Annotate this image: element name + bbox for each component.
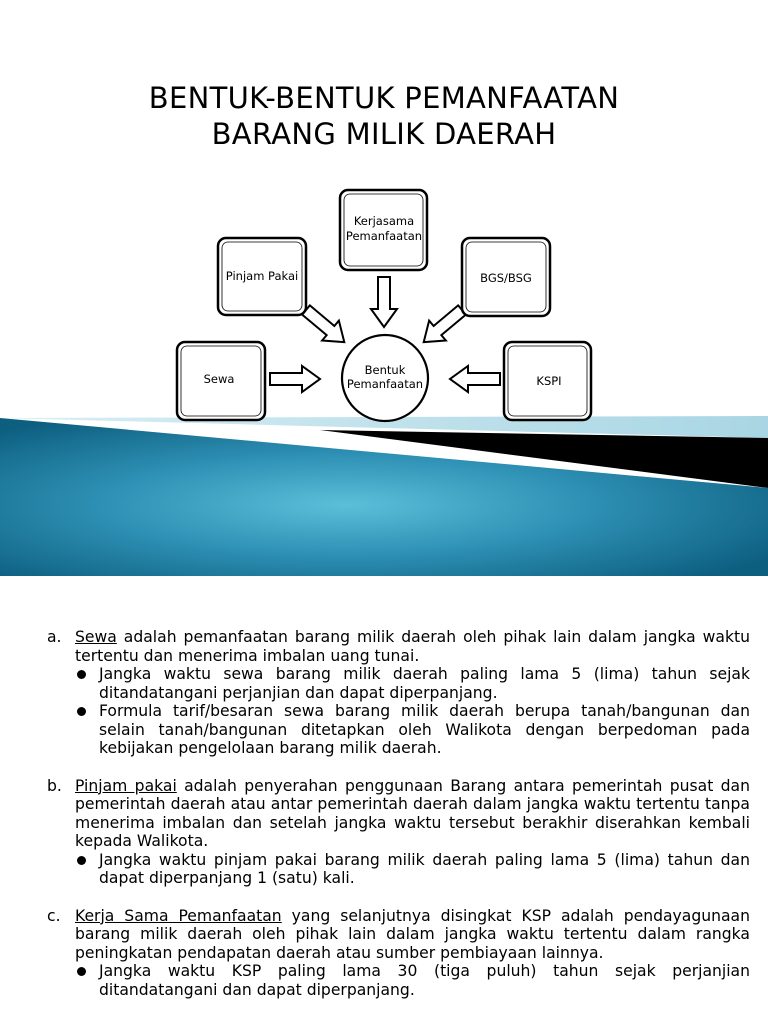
item-kerja-sama-pemanfaatan [40, 907, 750, 1000]
node-kspi [504, 342, 591, 420]
item-pinjam-pakai [40, 777, 750, 888]
item-term: Kerja Sama Pemanfaatan [75, 906, 282, 925]
item-term: Pinjam pakai [75, 776, 177, 795]
title-line-2: BARANG MILIK DAERAH [211, 117, 557, 151]
item-text: adalah pemanfaatan barang milik daerah oleh pihak lain dalam jangka waktu tertentu dan menerima imbalan uang tunai. [75, 628, 750, 665]
center-node [342, 335, 428, 421]
bullet-item: Jangka waktu sewa barang milik daerah paling lama 5 (lima) tahun sejak ditandatangani perjanjian dan dapat diperpanjang. [75, 665, 750, 702]
pemanfaatan-diagram [0, 180, 768, 425]
content-list [40, 628, 750, 1018]
kspi-label: KSPI [536, 374, 562, 388]
kerjasama-label-2: Pemanfaatan [345, 229, 423, 243]
bullet-list [75, 851, 750, 888]
item-sewa [40, 628, 750, 758]
item-label: a. [47, 628, 62, 646]
item-paragraph [75, 907, 750, 963]
arrow-from-kerjasama [371, 277, 397, 327]
slide-title [0, 80, 768, 152]
bullet-icon [77, 670, 86, 679]
bullet-icon [77, 856, 86, 865]
item-term: Sewa [75, 628, 117, 646]
arrow-from-sewa [270, 366, 320, 392]
bullet-item: Jangka waktu pinjam pakai barang milik daerah paling lama 5 (lima) tahun dan dapat diperpanjang 1 (satu) kali. [75, 851, 750, 888]
item-paragraph [75, 777, 750, 851]
bullet-item: Jangka waktu KSP paling lama 30 (tiga puluh) tahun sejak perjanjian ditandatangani dan dapat diperpanjang. [75, 962, 750, 999]
pinjam-pakai-label: Pinjam Pakai [225, 269, 299, 283]
item-paragraph [75, 628, 750, 665]
item-label: b. [47, 776, 62, 795]
kerjasama-label-1: Kerjasama [353, 214, 415, 228]
node-sewa [177, 342, 265, 420]
bullet-icon [77, 707, 86, 716]
center-label-2: Pemanfaatan [346, 377, 424, 391]
center-label-1: Bentuk [364, 363, 406, 377]
node-pinjam-pakai [218, 238, 306, 315]
item-text: adalah penyerahan penggunaan Barang antara pemerintah pusat dan pemerintah daerah atau antar pemerintah daerah dalam jangka waktu tertentu tanpa menerima imbalan dan setelah jangka waktu tersebut berakhir diserahkan kembali kepada Walikota. [75, 776, 750, 850]
bgs-bsg-label: BGS/BSG [480, 271, 532, 285]
bullet-icon [77, 967, 86, 976]
decorative-band [0, 410, 768, 580]
arrow-from-kspi [450, 366, 500, 392]
bullet-item: Formula tarif/besaran sewa barang milik daerah berupa tanah/bangunan dan selain tanah/bangunan ditetapkan oleh Walikota dengan berpedoman pada kebijakan pengelolaan barang milik daerah. [75, 702, 750, 758]
item-label: c. [47, 906, 61, 925]
node-bgs-bsg [462, 238, 550, 316]
item-text: yang selanjutnya disingkat KSP adalah pendayagunaan barang milik daerah oleh pihak lain dalam jangka waktu tertentu dalam rangka peningkatan pendapatan daerah atau sumber pembiayaan lainnya. [75, 906, 750, 962]
title-line-1: BENTUK-BENTUK PEMANFAATAN [148, 81, 620, 115]
node-kerjasama-pemanfaatan [340, 190, 427, 270]
bullet-list [75, 962, 750, 999]
sewa-label: Sewa [203, 372, 235, 386]
bullet-list [75, 665, 750, 758]
